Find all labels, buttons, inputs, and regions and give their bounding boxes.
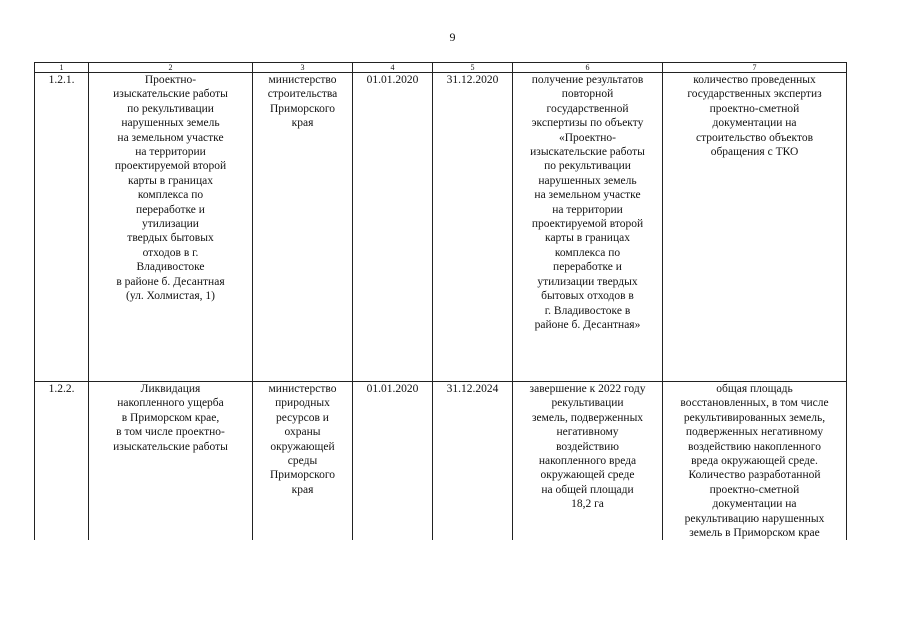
start-date: 01.01.2020 [353, 73, 433, 382]
item-number: 1.2.2. [35, 382, 89, 541]
start-date: 01.01.2020 [353, 382, 433, 541]
page-number: 9 [449, 30, 456, 44]
item-number: 1.2.1. [35, 73, 89, 382]
end-date: 31.12.2024 [433, 382, 513, 541]
measure-name: Проектно- изыскательские работы по рекультивации нарушенных земель на земельном участке на территории проектируемой второй карты в границах комплекса по переработке и утилизации твердых бытовых отходов в г. Владивостоке в районе б. Десантная (ул. Холмистая, 1) [89, 73, 253, 382]
indicator: количество проведенных государственных экспертиз проектно-сметной документации на строительство объектов обращения с ТКО [663, 73, 847, 382]
executor: министерство природных ресурсов и охраны окружающей среды Приморского края [253, 382, 353, 541]
measure-name: Ликвидация накопленного ущерба в Приморском крае, в том числе проектно- изыскательские работы [89, 382, 253, 541]
executor: министерство строительства Приморского края [253, 73, 353, 382]
table-row [35, 73, 847, 382]
table-row [35, 382, 847, 541]
column-header: 1 [35, 63, 89, 73]
column-number-row [35, 63, 847, 73]
column-header: 6 [513, 63, 663, 73]
end-date: 31.12.2020 [433, 73, 513, 382]
expected-result: завершение к 2022 году рекультивации земель, подверженных негативному воздействию накопленного вреда окружающей среде на общей площади 18,2 га [513, 382, 663, 541]
indicator: общая площадь восстановленных, в том числе рекультивированных земель, подверженных негативному воздействию накопленного вреда окружающей среде. Количество разработанной проектно-сметной документации на рекультивацию нарушенных земель в Приморском крае [663, 382, 847, 541]
expected-result: получение результатов повторной государственной экспертизы по объекту «Проектно- изыскательские работы по рекультивации нарушенных земель на земельном участке на территории проектируемой второй карты в границах комплекса по переработке и утилизации твердых бытовых отходов в г. Владивостоке в районе б. Десантная» [513, 73, 663, 382]
column-header: 3 [253, 63, 353, 73]
column-header: 7 [663, 63, 847, 73]
column-header: 4 [353, 63, 433, 73]
column-header: 2 [89, 63, 253, 73]
measures-table [34, 62, 847, 540]
column-header: 5 [433, 63, 513, 73]
